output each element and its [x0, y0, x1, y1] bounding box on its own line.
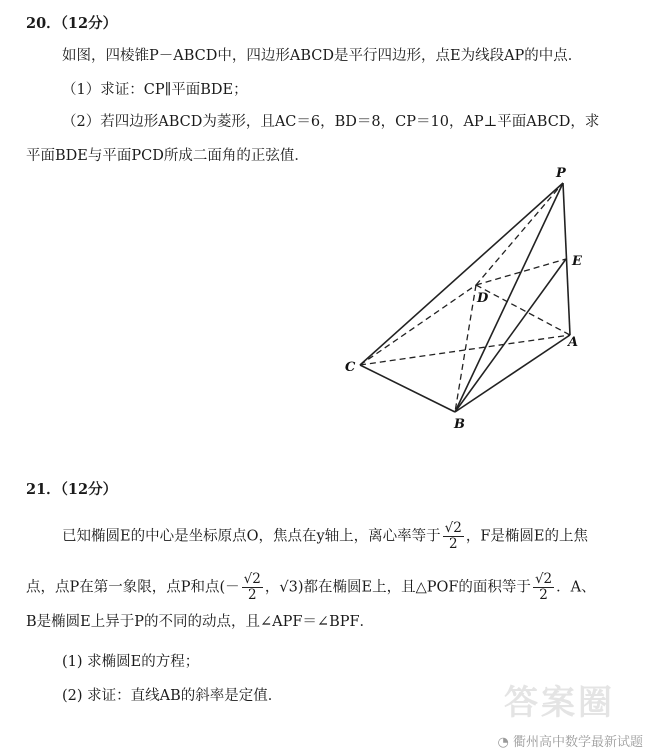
watermark-caption	[498, 731, 644, 750]
edge-ba	[455, 335, 570, 412]
edge-be	[455, 259, 566, 412]
edge-cd	[360, 285, 476, 365]
q21-line2-text-c: ．A、	[556, 579, 596, 596]
edge-pc	[360, 183, 563, 365]
q21-header: 21．（12分）	[26, 481, 118, 498]
label-a: A	[568, 335, 579, 350]
q21-line1	[62, 521, 588, 552]
watermark-logo: 答案圈	[504, 683, 615, 723]
edge-da	[476, 285, 570, 335]
label-c: C	[345, 360, 356, 375]
label-p: P	[556, 166, 566, 181]
wechat-icon: ◔	[497, 735, 509, 750]
q21-line1-text-b: ，F是椭圆E的上焦	[465, 528, 589, 545]
q21-part2: (2) 求证：直线AB的斜率是定值．	[62, 688, 283, 704]
q20-part2-cont: 平面BDE与平面PCD所成二面角的正弦值．	[26, 148, 309, 164]
q21-line1-text-a: 已知椭圆E的中心是坐标原点O，焦点在y轴上，离心率等于	[62, 528, 441, 545]
fraction-numerator: √2	[534, 571, 553, 587]
edge-cb	[360, 365, 455, 412]
q20-header: 20．（12分）	[26, 15, 118, 32]
edge-dp	[476, 183, 563, 285]
pyramid-figure	[330, 160, 590, 435]
label-e: E	[572, 254, 582, 269]
q21-line2	[26, 572, 596, 603]
q21-line3: B是椭圆E上异于P的不同的动点，且∠APF＝∠BPF．	[26, 614, 375, 630]
fraction-denominator: 2	[539, 587, 548, 603]
fraction-denominator: 2	[448, 536, 458, 552]
q20-intro: 如图，四棱锥P－ABCD中，四边形ABCD是平行四边形，点E为线段AP的中点．	[62, 48, 583, 64]
q20-part2: （2）若四边形ABCD为菱形，且AC＝6，BD＝8，CP＝10，AP⊥平面ABCD，求	[62, 114, 600, 130]
point-x-fraction	[242, 572, 263, 603]
eccentricity-fraction	[443, 521, 464, 552]
label-b: B	[454, 417, 465, 432]
label-d: D	[477, 291, 489, 306]
fraction-denominator: 2	[247, 587, 257, 603]
fraction-numerator: √2	[444, 520, 462, 536]
area-fraction	[533, 572, 554, 603]
q20-part1: （1）求证：CP∥平面BDE；	[62, 82, 248, 98]
q21-line2-text-a: 点，点P在第一象限，点P和点(－	[26, 579, 240, 596]
q21-line2-text-b: ，√3)都在椭圆E上，且△POF的面积等于	[264, 579, 531, 596]
watermark-caption-text: 衢州高中数学最新试题	[512, 735, 643, 750]
fraction-numerator: √2	[243, 571, 261, 587]
q21-part1: (1) 求椭圆E的方程；	[62, 654, 200, 670]
edge-pb	[455, 183, 563, 412]
